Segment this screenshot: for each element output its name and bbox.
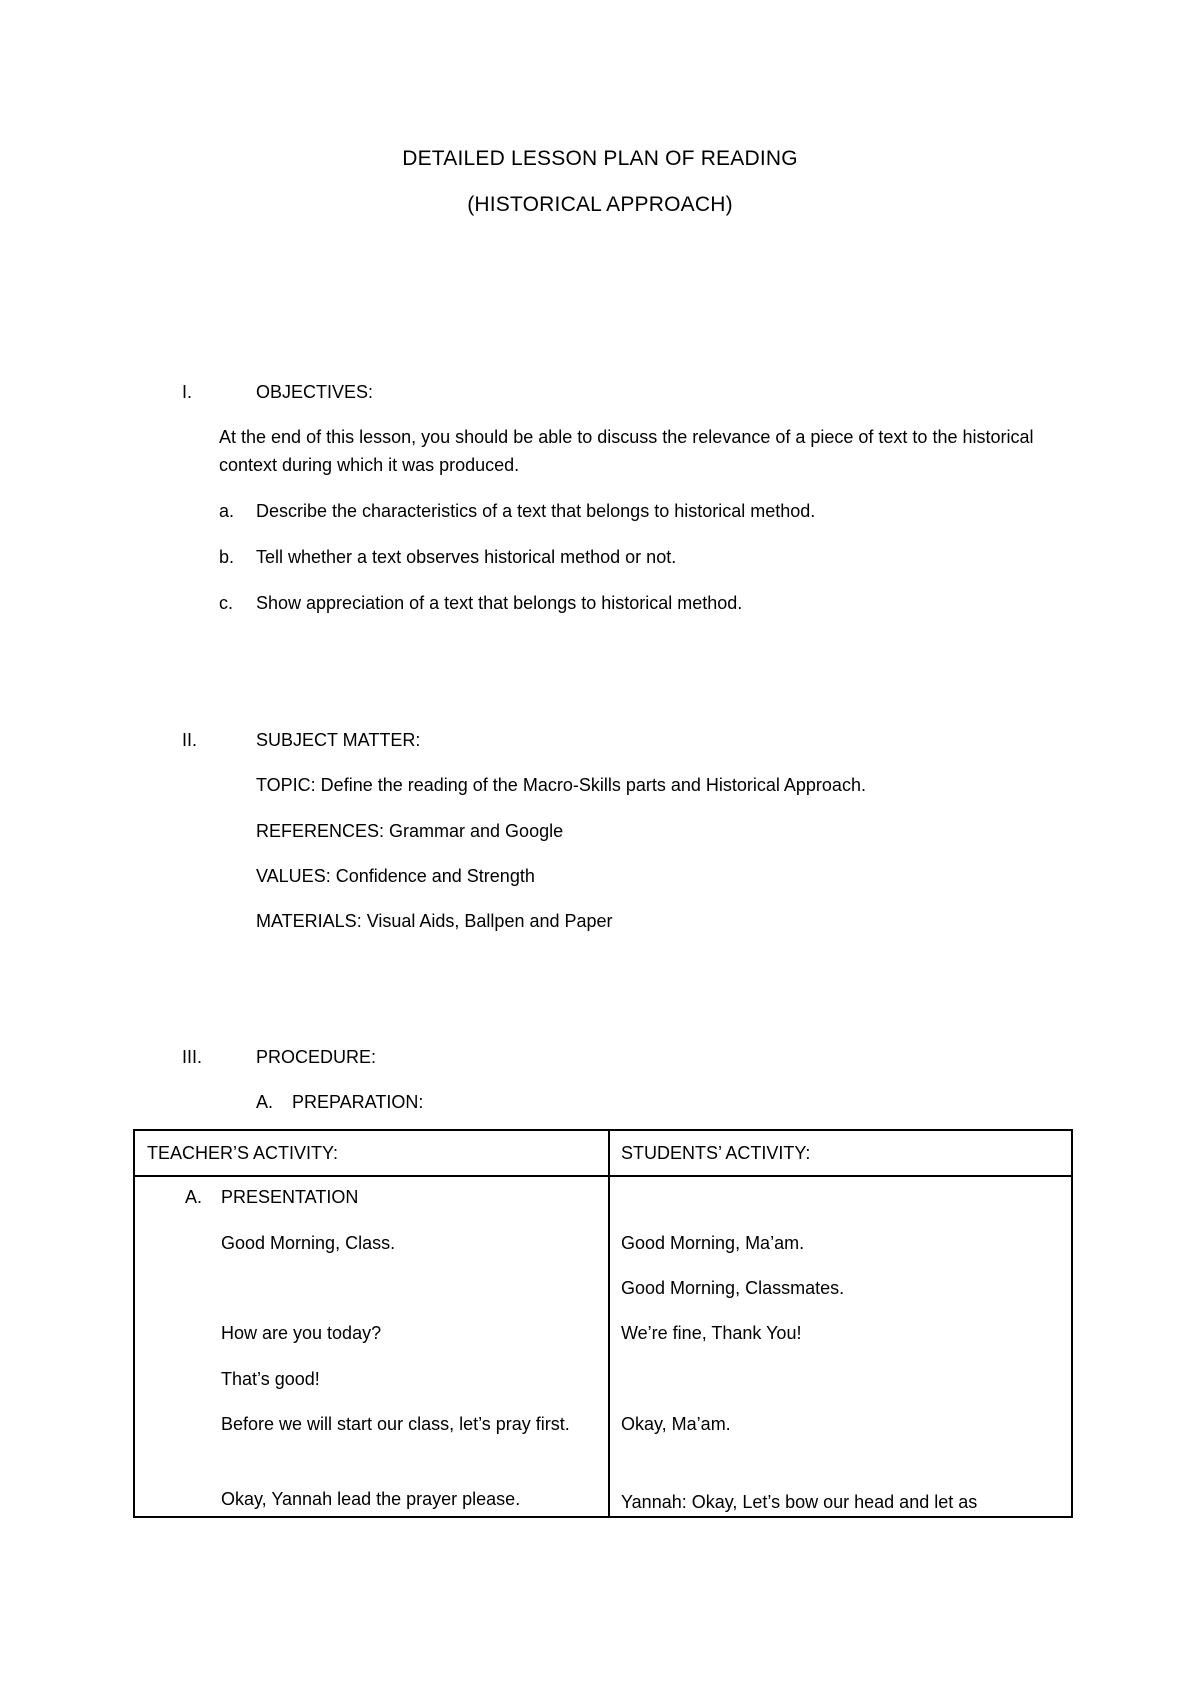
objective-a-marker: a. xyxy=(219,501,235,521)
objectives-numeral: I. xyxy=(182,382,193,402)
student-line: Yannah: Okay, Let’s bow our head and let as xyxy=(621,1492,978,1512)
teacher-line: That’s good! xyxy=(221,1369,320,1389)
subject-references: REFERENCES: Grammar and Google xyxy=(256,821,564,841)
objective-b-marker: b. xyxy=(219,547,235,567)
document-title: DETAILED LESSON PLAN OF READING xyxy=(402,147,798,170)
procedure-heading: PROCEDURE: xyxy=(256,1047,377,1067)
teacher-activity-header: TEACHER’S ACTIVITY: xyxy=(147,1143,339,1163)
preparation-heading: PREPARATION: xyxy=(292,1092,424,1112)
subject-values: VALUES: Confidence and Strength xyxy=(256,866,535,886)
student-line: Okay, Ma’am. xyxy=(621,1414,731,1434)
subject-materials: MATERIALS: Visual Aids, Ballpen and Paper xyxy=(256,911,613,931)
teacher-line: Before we will start our class, let’s pray first. xyxy=(221,1414,570,1434)
document-subtitle: (HISTORICAL APPROACH) xyxy=(467,193,733,216)
teacher-line: Good Morning, Class. xyxy=(221,1233,396,1253)
teacher-line: How are you today? xyxy=(221,1323,382,1343)
subject-topic: TOPIC: Define the reading of the Macro-Skills parts and Historical Approach. xyxy=(256,775,866,795)
objective-c-marker: c. xyxy=(219,593,234,613)
subject-matter-heading: SUBJECT MATTER: xyxy=(256,730,421,750)
student-line: Good Morning, Classmates. xyxy=(621,1278,845,1298)
presentation-label: PRESENTATION xyxy=(221,1187,359,1207)
objective-a-text: Describe the characteristics of a text that belongs to historical method. xyxy=(256,501,816,521)
student-line: We’re fine, Thank You! xyxy=(621,1323,802,1343)
teacher-line: Okay, Yannah lead the prayer please. xyxy=(221,1489,521,1509)
objective-c-text: Show appreciation of a text that belongs to historical method. xyxy=(256,593,743,613)
subject-matter-numeral: II. xyxy=(182,730,198,750)
procedure-numeral: III. xyxy=(182,1047,203,1067)
student-line: Good Morning, Ma’am. xyxy=(621,1233,805,1253)
presentation-marker: A. xyxy=(185,1187,203,1207)
objective-b-text: Tell whether a text observes historical method or not. xyxy=(256,547,677,567)
students-activity-header: STUDENTS’ ACTIVITY: xyxy=(621,1143,811,1163)
objectives-intro: At the end of this lesson, you should be able to discuss the relevance of a piece of text to the historical context during which it was produced. xyxy=(219,427,1034,475)
objectives-heading: OBJECTIVES: xyxy=(256,382,374,402)
table-header-divider xyxy=(135,1175,1071,1177)
activity-table xyxy=(133,1129,1073,1518)
table-column-divider xyxy=(608,1131,610,1516)
preparation-marker: A. xyxy=(256,1092,274,1112)
